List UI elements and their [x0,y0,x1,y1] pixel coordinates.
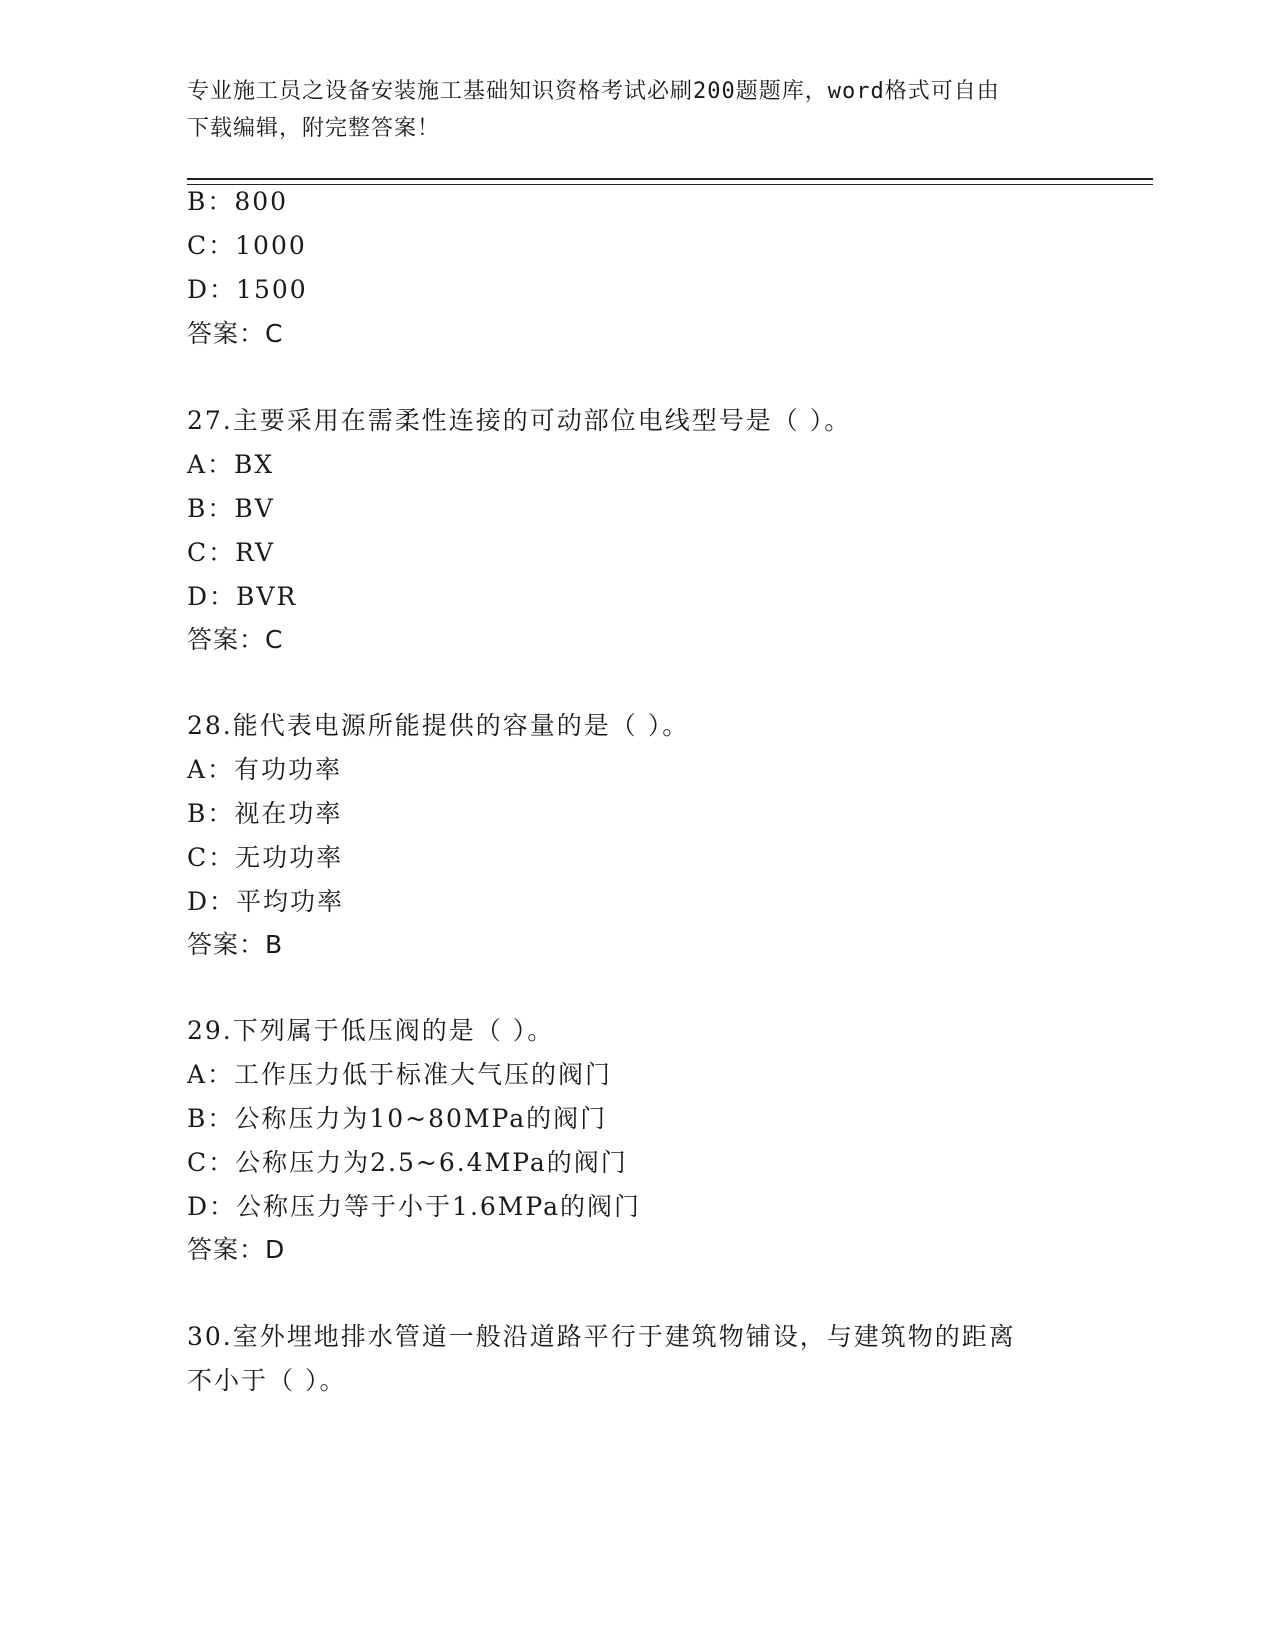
q26-option-c: C：1000 [187,231,307,260]
q28-option-c: C：无功功率 [187,843,344,872]
q27-option-c: C：RV [187,538,276,567]
header-title-line-2: 下载编辑，附完整答案！ [187,116,441,141]
q29-option-b: B：公称压力为10~80MPa的阀门 [187,1104,608,1133]
q27-answer: 答案：C [187,625,284,654]
document-header [187,73,1087,147]
q27-option-d: D：BVR [187,582,298,611]
q28-question: 28.能代表电源所能提供的容量的是（ ）。 [187,711,690,740]
q29-option-d: D：公称压力等于小于1.6MPa的阀门 [187,1192,642,1221]
q26-option-b: B：800 [187,187,289,216]
q27-option-a: A：BX [187,450,275,479]
q27-option-b: B：BV [187,494,275,523]
q29-answer: 答案：D [187,1235,286,1264]
q26-answer: 答案：C [187,319,284,348]
header-divider-thick [187,178,1153,180]
q27-question: 27.主要采用在需柔性连接的可动部位电线型号是（ ）。 [187,406,852,435]
q28-option-d: D：平均功率 [187,887,345,916]
q26-option-d: D：1500 [187,275,308,304]
q29-option-c: C：公称压力为2.5~6.4MPa的阀门 [187,1148,628,1177]
q30-question-line-1: 30.室外埋地排水管道一般沿道路平行于建筑物铺设，与建筑物的距离 [187,1322,1016,1351]
q28-answer: 答案：B [187,930,284,959]
header-divider-thin [187,184,1153,185]
q30-question-line-2: 不小于（ ）。 [187,1366,347,1395]
q29-option-a: A：工作压力低于标准大气压的阀门 [187,1060,613,1089]
q29-question: 29.下列属于低压阀的是（ ）。 [187,1016,555,1045]
q28-option-b: B：视在功率 [187,799,343,828]
q28-option-a: A：有功功率 [187,755,343,784]
header-title-line-1: 专业施工员之设备安装施工基础知识资格考试必刷200题题库，word格式可自由 [187,79,1000,104]
